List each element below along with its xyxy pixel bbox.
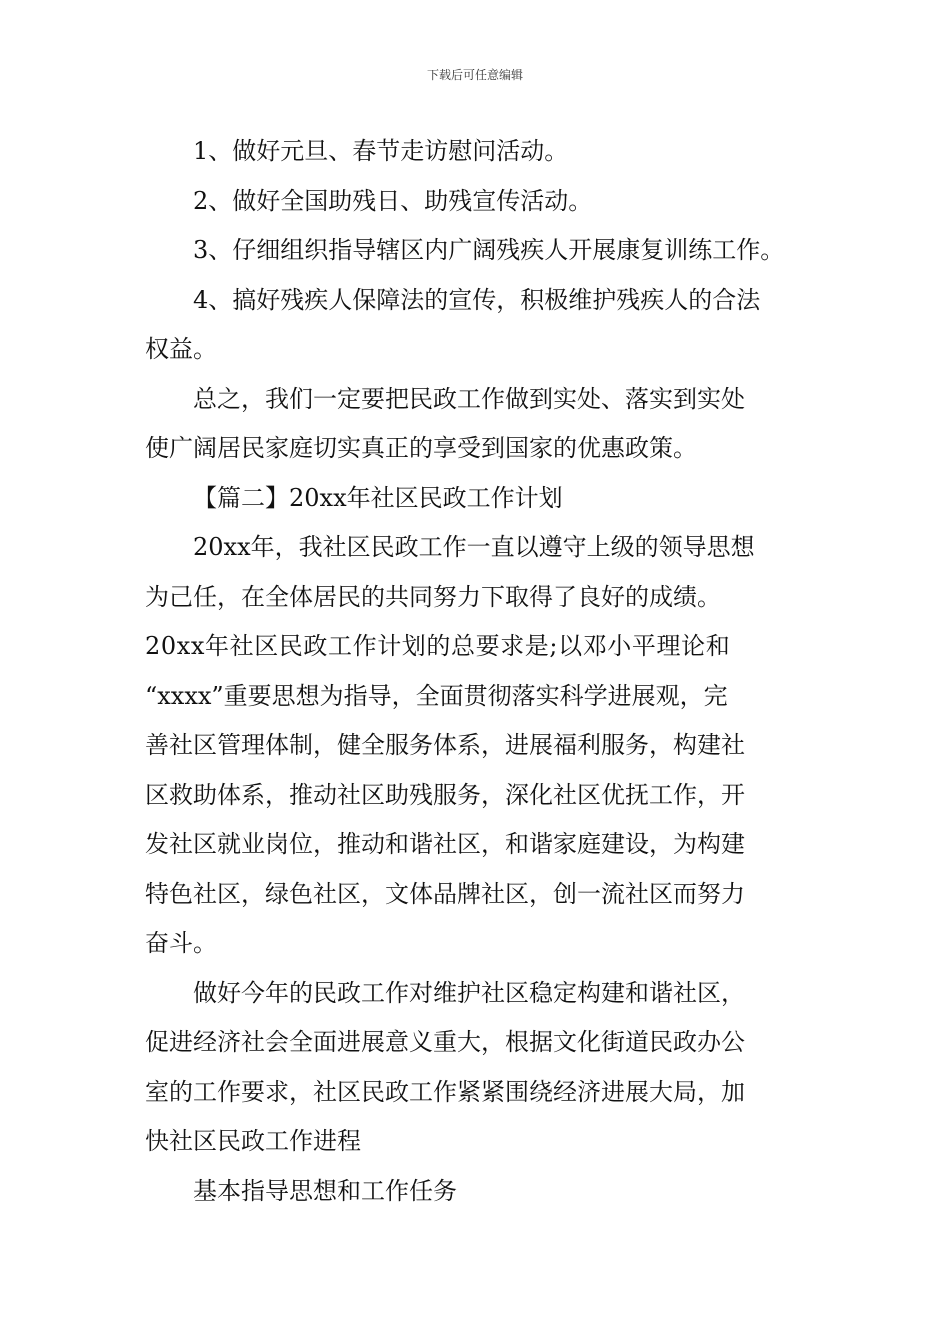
list-item-4-continued: 权益。 [145, 335, 217, 363]
document-body [145, 127, 810, 1216]
paragraph-line: 做好今年的民政工作对维护社区稳定构建和谐社区， [193, 978, 745, 1007]
paragraph-line: 特色社区，绿色社区，文体品牌社区，创一流社区而努力 [145, 879, 745, 908]
paragraph-line: 20xx年社区民政工作计划的总要求是;以邓小平理论和 [145, 632, 731, 660]
section-heading: 【篇二】20xx年社区民政工作计划 [193, 483, 563, 512]
paragraph-line: 奋斗。 [145, 929, 217, 957]
paragraph-line: 室的工作要求，社区民政工作紧紧围绕经济进展大局，加 [145, 1077, 745, 1106]
paragraph-line: 20xx年，我社区民政工作一直以遵守上级的领导思想 [193, 533, 755, 561]
list-item-3: 3、仔细组织指导辖区内广阔残疾人开展康复训练工作。 [193, 236, 785, 264]
summary-paragraph-line: 使广阔居民家庭切实真正的享受到国家的优惠政策。 [145, 434, 697, 462]
paragraph-line: 善社区管理体制，健全服务体系，进展福利服务，构建社 [145, 731, 745, 759]
list-item-4: 4、搞好残疾人保障法的宣传，积极维护残疾人的合法 [193, 285, 761, 314]
list-item-1: 1、做好元旦、春节走访慰问活动。 [193, 137, 569, 165]
summary-paragraph-line: 总之，我们一定要把民政工作做到实处、落实到实处 [193, 384, 745, 413]
paragraph-line: 为己任，在全体居民的共同努力下取得了良好的成绩。 [145, 582, 721, 611]
subsection-heading: 基本指导思想和工作任务 [193, 1176, 457, 1205]
paragraph-line: 促进经济社会全面进展意义重大，根据文化街道民政办公 [145, 1028, 745, 1056]
list-item-2: 2、做好全国助残日、助残宣传活动。 [193, 186, 593, 215]
paragraph-line: 区救助体系，推动社区助残服务，深化社区优抚工作，开 [145, 780, 745, 809]
paragraph-line: “xxxx”重要思想为指导，全面贯彻落实科学进展观，完 [145, 681, 728, 710]
paragraph-line: 发社区就业岗位，推动和谐社区，和谐家庭建设，为构建 [145, 830, 745, 858]
paragraph-line: 快社区民政工作进程 [145, 1127, 361, 1155]
page-header-note: 下载后可任意编辑 [426, 68, 523, 82]
